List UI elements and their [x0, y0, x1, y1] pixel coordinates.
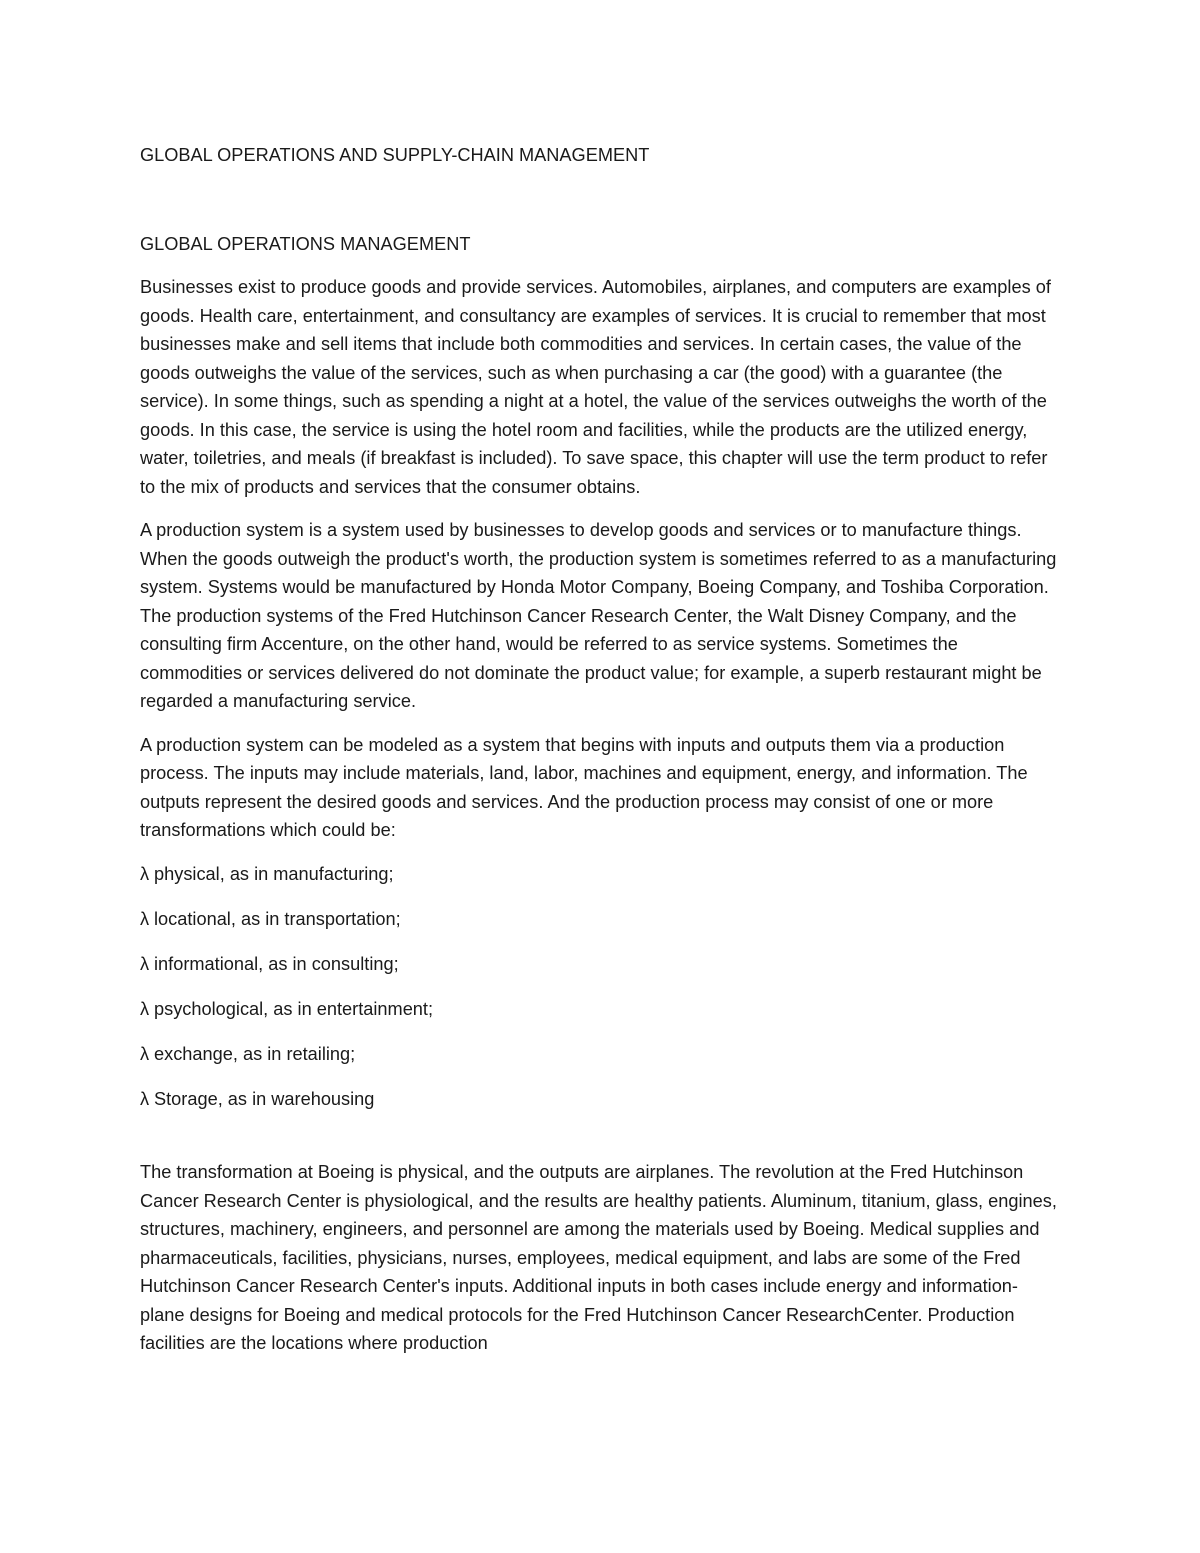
list-item — [140, 1085, 1060, 1114]
list-item-text: physical, as in manufacturing; — [154, 863, 394, 884]
list-item-text: informational, as in consulting; — [154, 953, 399, 974]
list-item — [140, 950, 1060, 979]
document-body — [140, 141, 1060, 1373]
list-item-text: exchange, as in retailing; — [154, 1043, 356, 1064]
lambda-bullet-icon: λ — [140, 908, 150, 929]
paragraph-goods-services: Businesses exist to produce goods and provide services. Automobiles, airplanes, and computers are examples of goods. Health care, entertainment, and consultancy are examples of services. It is crucial to remember that most businesses make and sell items that include both commodities and services. In certain cases, the value of the goods outweighs the value of the services, such as when purchasing a car (the good) with a guarantee (the service). In some things, such as spending a night at a hotel, the value of the services outweighs the worth of the goods. In this case, the service is using the hotel room and facilities, while the products are the utilized energy, water, toiletries, and meals (if breakfast is included). To save space, this chapter will use the term product to refer to the mix of products and services that the consumer obtains. — [140, 277, 1051, 497]
paragraph-production-model: A production system can be modeled as a system that begins with inputs and outputs them via a production process. The inputs may include materials, land, labor, machines and equipment, energy, and information. The outputs represent the desired goods and services. And the production process may consist of one or more transformations which could be: — [140, 734, 1028, 840]
lambda-bullet-icon: λ — [140, 863, 150, 884]
lambda-bullet-icon: λ — [140, 953, 150, 974]
list-item-text: psychological, as in entertainment; — [154, 998, 434, 1019]
paragraph-transformation-examples: The transformation at Boeing is physical, and the outputs are airplanes. The revolution at the Fred Hutchinson Cancer Research Center is physiological, and the results are healthy patients. Aluminum, titanium, glass, engines, structures, machinery, engineers, and personnel are among the materials used by Boeing. Medical supplies and pharmaceuticals, facilities, physicians, nurses, employees, medical equipment, and labs are some of the Fred Hutchinson Cancer Research Center's inputs. Additional inputs in both cases include energy and information-plane designs for Boeing and medical protocols for the Fred Hutchinson Cancer ResearchCenter. Production facilities are the locations where production — [140, 1162, 1057, 1353]
lambda-bullet-icon: λ — [140, 1043, 150, 1064]
lambda-bullet-icon: λ — [140, 1088, 150, 1109]
document-title: GLOBAL OPERATIONS AND SUPPLY-CHAIN MANAGEMENT — [140, 145, 650, 165]
section-heading: GLOBAL OPERATIONS MANAGEMENT — [140, 233, 471, 254]
paragraph-production-system: A production system is a system used by businesses to develop goods and services or to manufacture things. When the goods outweigh the product's worth, the production system is sometimes referred to as a manufacturing system. Systems would be manufactured by Honda Motor Company, Boeing Company, and Toshiba Corporation. The production systems of the Fred Hutchinson Cancer Research Center, the Walt Disney Company, and the consulting firm Accenture, on the other hand, would be referred to as service systems. Sometimes the commodities or services delivered do not dominate the product value; for example, a superb restaurant might be regarded a manufacturing service. — [140, 520, 1057, 711]
list-item — [140, 995, 1060, 1024]
list-item — [140, 1040, 1060, 1069]
list-item-text: locational, as in transportation; — [154, 908, 401, 929]
list-item — [140, 860, 1060, 889]
transformations-list — [140, 860, 1060, 1114]
list-item-text: Storage, as in warehousing — [154, 1088, 375, 1109]
list-item — [140, 905, 1060, 934]
lambda-bullet-icon: λ — [140, 998, 150, 1019]
